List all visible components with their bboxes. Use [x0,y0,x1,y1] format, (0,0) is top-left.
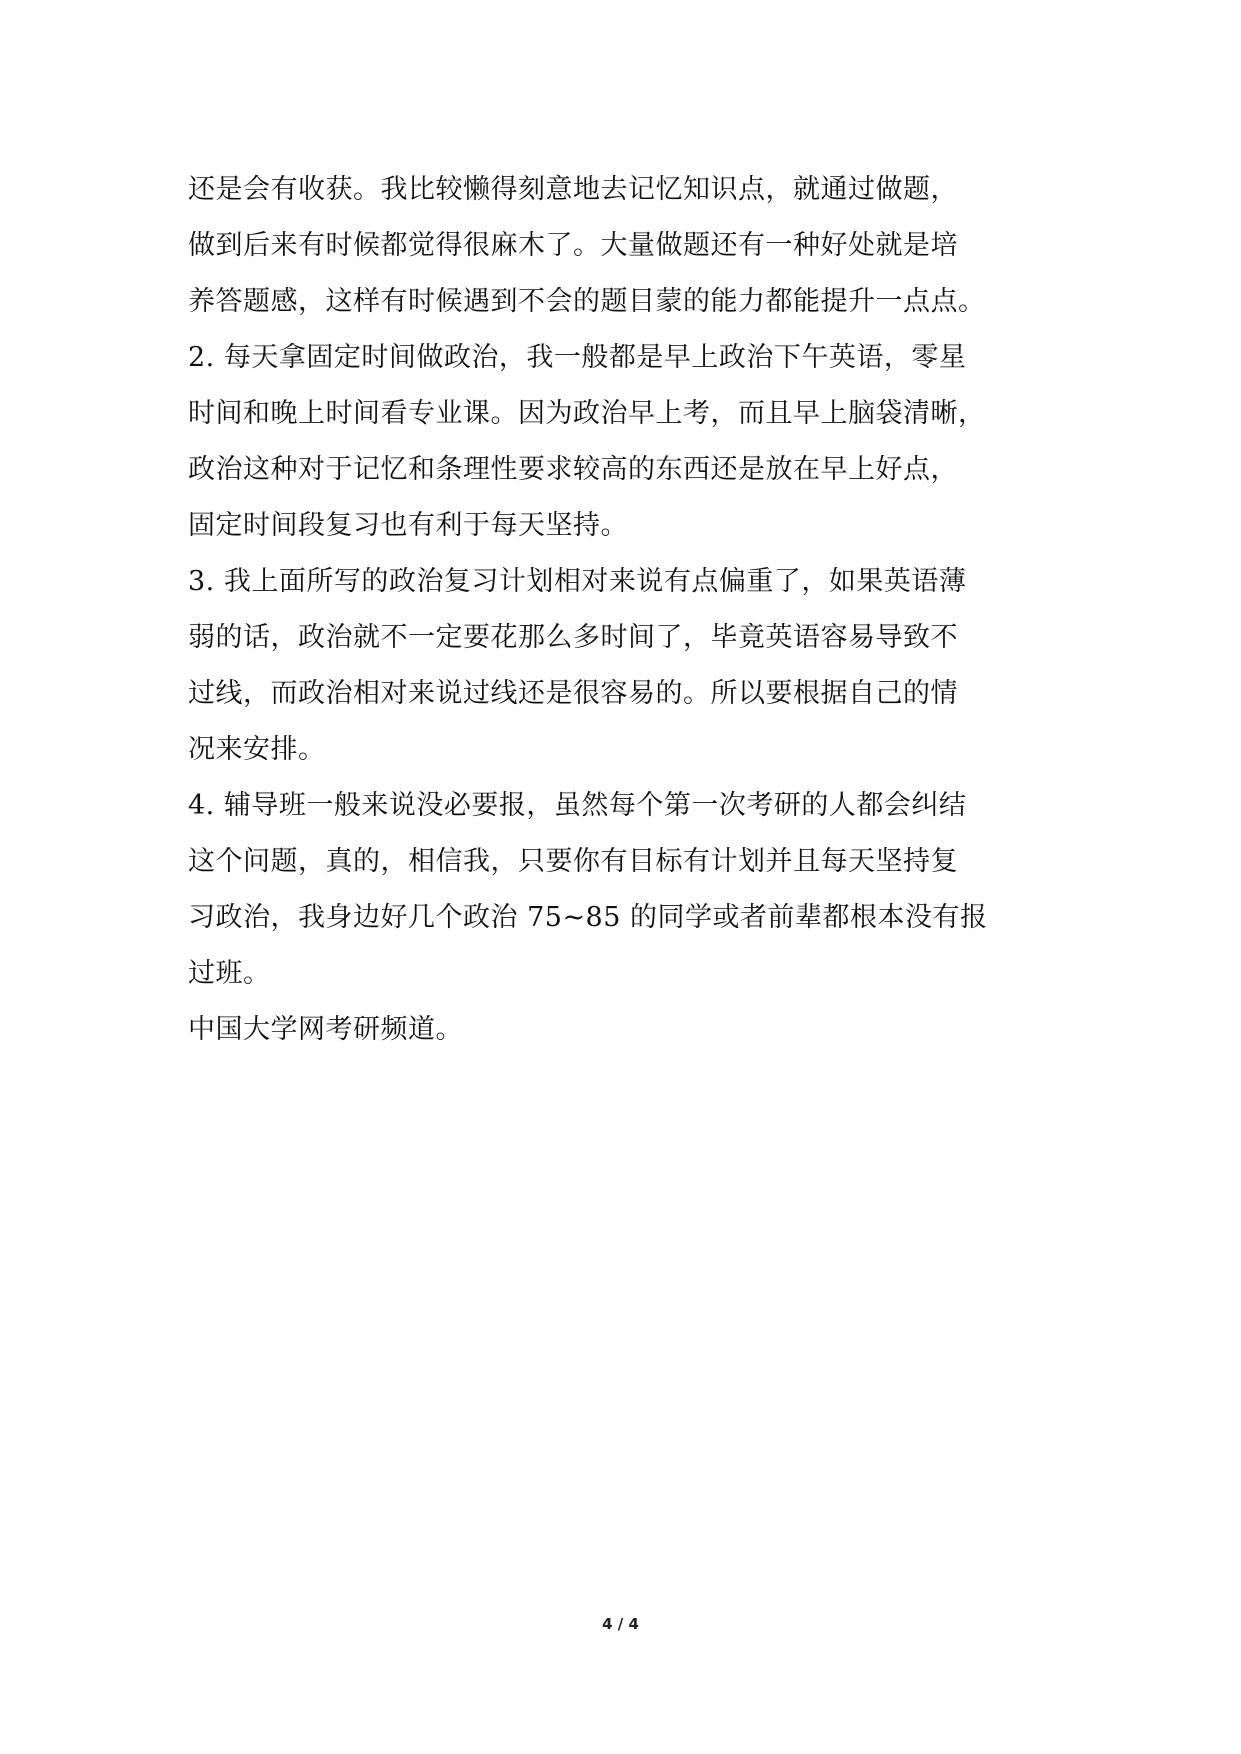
text-line: 时间和晚上时间看专业课。因为政治早上考，而且早上脑袋清晰， [188,398,986,429]
body-text [188,162,1088,1058]
text-line: 4. 辅导班一般来说没必要报，虽然每个第一次考研的人都会纠结 [188,790,967,821]
text-line: 习政治，我身边好几个政治 75~85 的同学或者前辈都根本没有报 [188,902,988,933]
page-number: 4 / 4 [602,1615,639,1633]
text-line: 况来安排。 [188,734,326,765]
text-line: 固定时间段复习也有利于每天坚持。 [188,510,628,541]
text-line: 做到后来有时候都觉得很麻木了。大量做题还有一种好处就是培 [188,230,958,261]
text-line: 过班。 [188,958,271,989]
text-line: 3. 我上面所写的政治复习计划相对来说有点偏重了，如果英语薄 [188,566,967,597]
text-line: 中国大学网考研频道。 [188,1014,463,1045]
text-line: 这个问题，真的，相信我，只要你有目标有计划并且每天坚持复 [188,846,958,877]
text-line: 弱的话，政治就不一定要花那么多时间了，毕竟英语容易导致不 [188,622,958,653]
text-line: 政治这种对于记忆和条理性要求较高的东西还是放在早上好点， [188,454,958,485]
text-line: 养答题感，这样有时候遇到不会的题目蒙的能力都能提升一点点。 [188,286,986,317]
text-line: 还是会有收获。我比较懒得刻意地去记忆知识点，就通过做题， [188,174,958,205]
text-line: 过线，而政治相对来说过线还是很容易的。所以要根据自己的情 [188,678,958,709]
text-line: 2. 每天拿固定时间做政治，我一般都是早上政治下午英语，零星 [188,342,967,373]
